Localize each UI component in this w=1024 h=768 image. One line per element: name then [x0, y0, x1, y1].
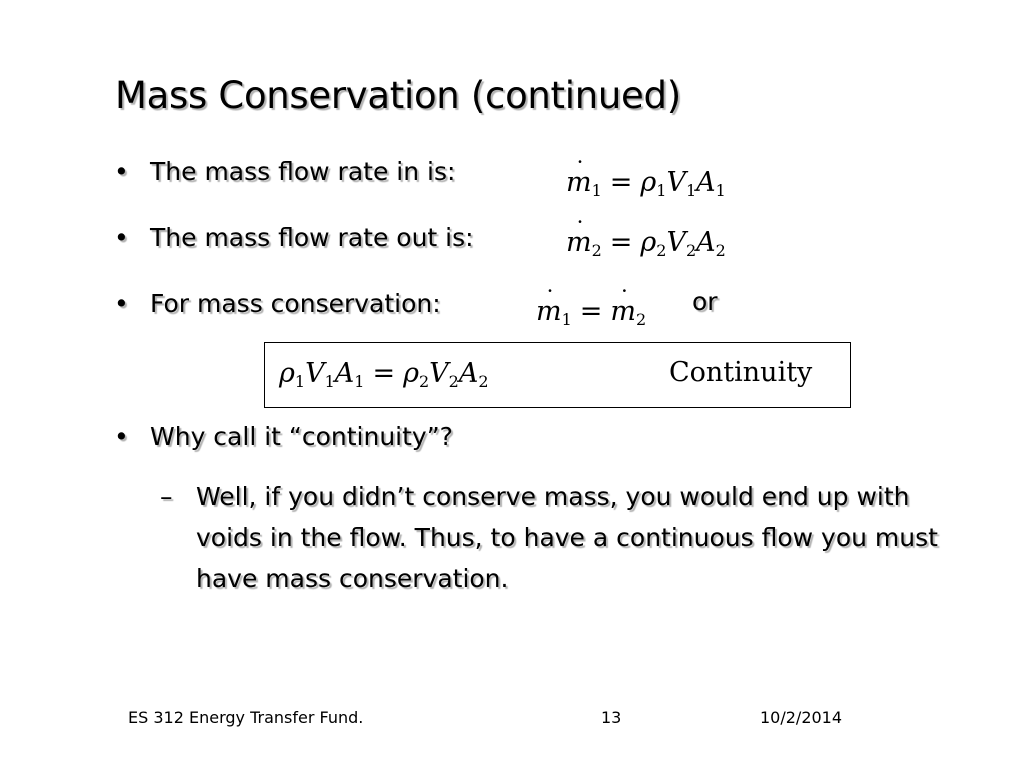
continuity-label: Continuity — [669, 357, 813, 388]
bullet-why-continuity — [114, 421, 453, 453]
sub-bullet-text: Well, if you didn’t conserve mass, you would end up with voids in the flow. Thus, to have a continuous flow you must have mass conservation. — [196, 482, 938, 593]
footer-course: ES 312 Energy Transfer Fund. — [128, 708, 364, 727]
bullet-mass-conservation — [114, 288, 441, 320]
bullet-text: The mass flow rate out is: — [150, 223, 474, 252]
sub-bullet-explanation — [160, 476, 960, 599]
bullet-mass-flow-in — [114, 156, 455, 188]
equation-mass-flow-in: ˙ $m_1 = \rho_1V_1A_1$ — [566, 168, 726, 206]
sub-bullet-marker: – — [160, 482, 173, 511]
footer-date: 10/2/2014 — [760, 708, 843, 727]
continuity-equation-box — [264, 342, 851, 408]
equation-conservation: ˙ $m_1$ =˙ $m_2$ — [536, 297, 646, 335]
bullet-marker: • — [114, 157, 129, 186]
equation-continuity: $\rho_1V_1A_1 = \rho_2V_2A_2$ — [279, 358, 489, 391]
bullet-text: Why call it “continuity”? — [150, 422, 453, 451]
slide-title: Mass Conservation (continued) — [115, 74, 681, 117]
bullet-text: For mass conservation: — [150, 289, 441, 318]
bullet-marker: • — [114, 422, 129, 451]
bullet-text: The mass flow rate in is: — [150, 157, 456, 186]
bullet-mass-flow-out — [114, 222, 474, 254]
or-text: or — [692, 287, 718, 316]
footer-page-number: 13 — [601, 708, 622, 727]
bullet-marker: • — [114, 289, 129, 318]
equation-mass-flow-out: ˙ $m_2 = \rho_2V_2A_2$ — [566, 228, 726, 266]
bullet-marker: • — [114, 223, 129, 252]
